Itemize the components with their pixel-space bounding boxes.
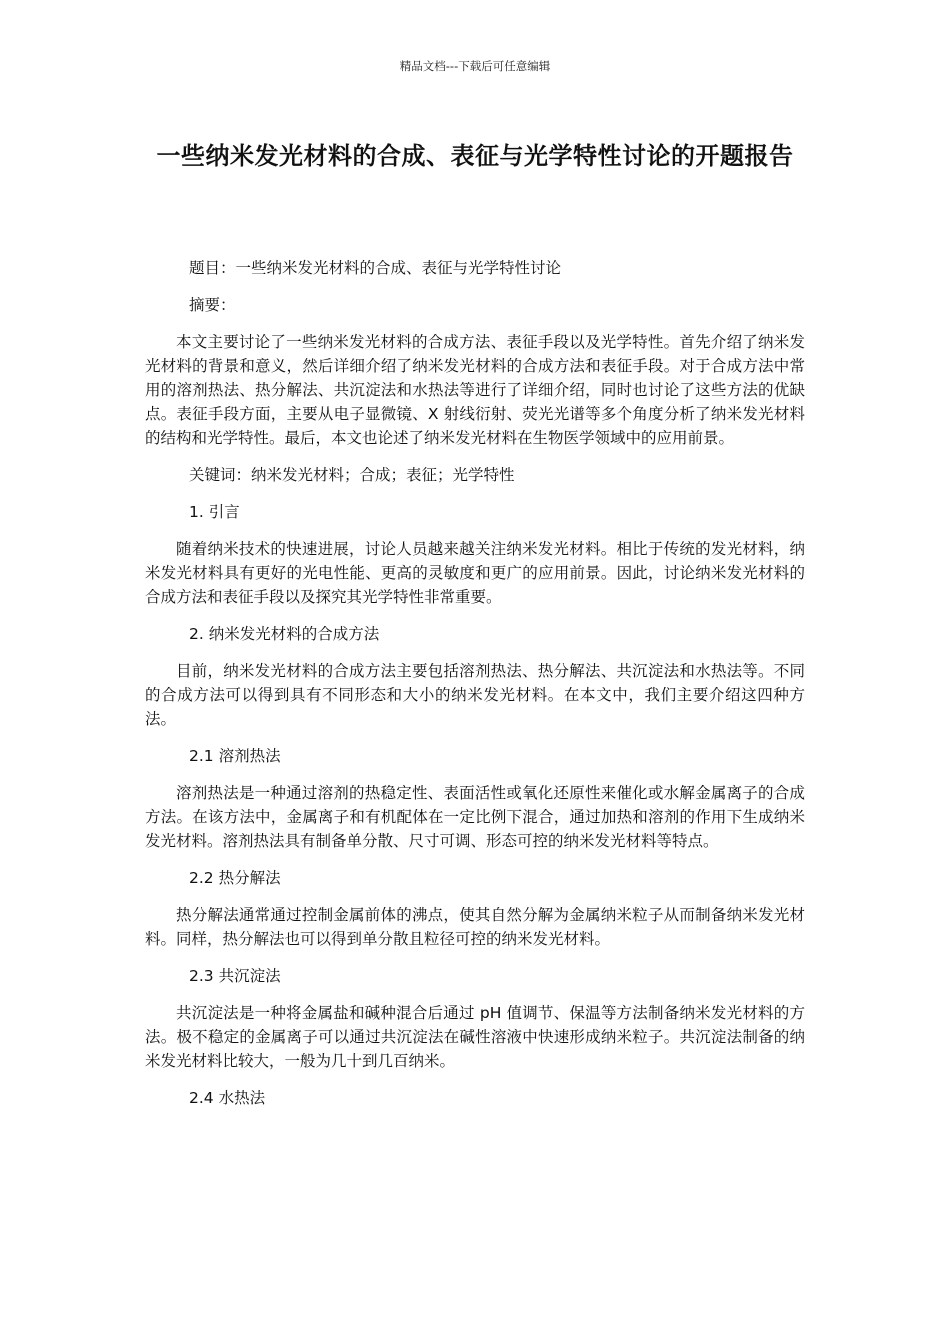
section-heading-coprecipitation: 2.3 共沉淀法 bbox=[189, 967, 281, 985]
abstract-label: 摘要： bbox=[189, 296, 236, 314]
section-paragraph-solvothermal: 溶剂热法是一种通过溶剂的热稳定性、表面活性或氧化还原性来催化或水解金属离子的合成方法。在该方法中，金属离子和有机配体在一定比例下混合，通过加热和溶剂的作用下生成纳米发光材料。溶剂热法具有制备单分散、尺寸可调、形态可控的纳米发光材料等特点。 bbox=[145, 784, 805, 850]
topic-line: 题目：一些纳米发光材料的合成、表征与光学特性讨论 bbox=[189, 259, 562, 277]
document-title: 一些纳米发光材料的合成、表征与光学特性讨论的开题报告 bbox=[156, 142, 794, 170]
section-paragraph-introduction: 随着纳米技术的快速进展，讨论人员越来越关注纳米发光材料。相比于传统的发光材料，纳米发光材料具有更好的光电性能、更高的灵敏度和更广的应用前景。因此，讨论纳米发光材料的合成方法和表征手段以及探究其光学特性非常重要。 bbox=[145, 540, 805, 606]
section-heading-solvothermal: 2.1 溶剂热法 bbox=[189, 747, 281, 765]
section-paragraph-coprecipitation: 共沉淀法是一种将金属盐和碱种混合后通过 pH 值调节、保温等方法制备纳米发光材料的方法。极不稳定的金属离子可以通过共沉淀法在碱性溶液中快速形成纳米粒子。共沉淀法制备的纳米发光材料比较大，一般为几十到几百纳米。 bbox=[145, 1004, 805, 1070]
keywords-line: 关键词：纳米发光材料；合成；表征；光学特性 bbox=[189, 466, 515, 484]
section-heading-synthesis-methods: 2. 纳米发光材料的合成方法 bbox=[189, 625, 380, 643]
section-heading-hydrothermal: 2.4 水热法 bbox=[189, 1089, 266, 1107]
abstract-paragraph: 本文主要讨论了一些纳米发光材料的合成方法、表征手段以及光学特性。首先介绍了纳米发光材料的背景和意义，然后详细介绍了纳米发光材料的合成方法和表征手段。对于合成方法中常用的溶剂热法、热分解法、共沉淀法和水热法等进行了详细介绍，同时也讨论了这些方法的优缺点。表征手段方面，主要从电子显微镜、X 射线衍射、荧光光谱等多个角度分析了纳米发光材料的结构和光学特性。最后，本文也论述了纳米发光材料在生物医学领域中的应用前景。 bbox=[145, 333, 805, 447]
document-body bbox=[145, 256, 805, 1123]
section-heading-introduction: 1. 引言 bbox=[189, 503, 240, 521]
section-paragraph-thermal-decomposition: 热分解法通常通过控制金属前体的沸点，使其自然分解为金属纳米粒子从而制备纳米发光材料。同样，热分解法也可以得到单分散且粒径可控的纳米发光材料。 bbox=[145, 906, 805, 948]
header-note: 精品文档---下载后可任意编辑 bbox=[399, 59, 551, 73]
section-paragraph-synthesis-methods: 目前，纳米发光材料的合成方法主要包括溶剂热法、热分解法、共沉淀法和水热法等。不同的合成方法可以得到具有不同形态和大小的纳米发光材料。在本文中，我们主要介绍这四种方法。 bbox=[145, 662, 805, 728]
section-heading-thermal-decomposition: 2.2 热分解法 bbox=[189, 869, 281, 887]
